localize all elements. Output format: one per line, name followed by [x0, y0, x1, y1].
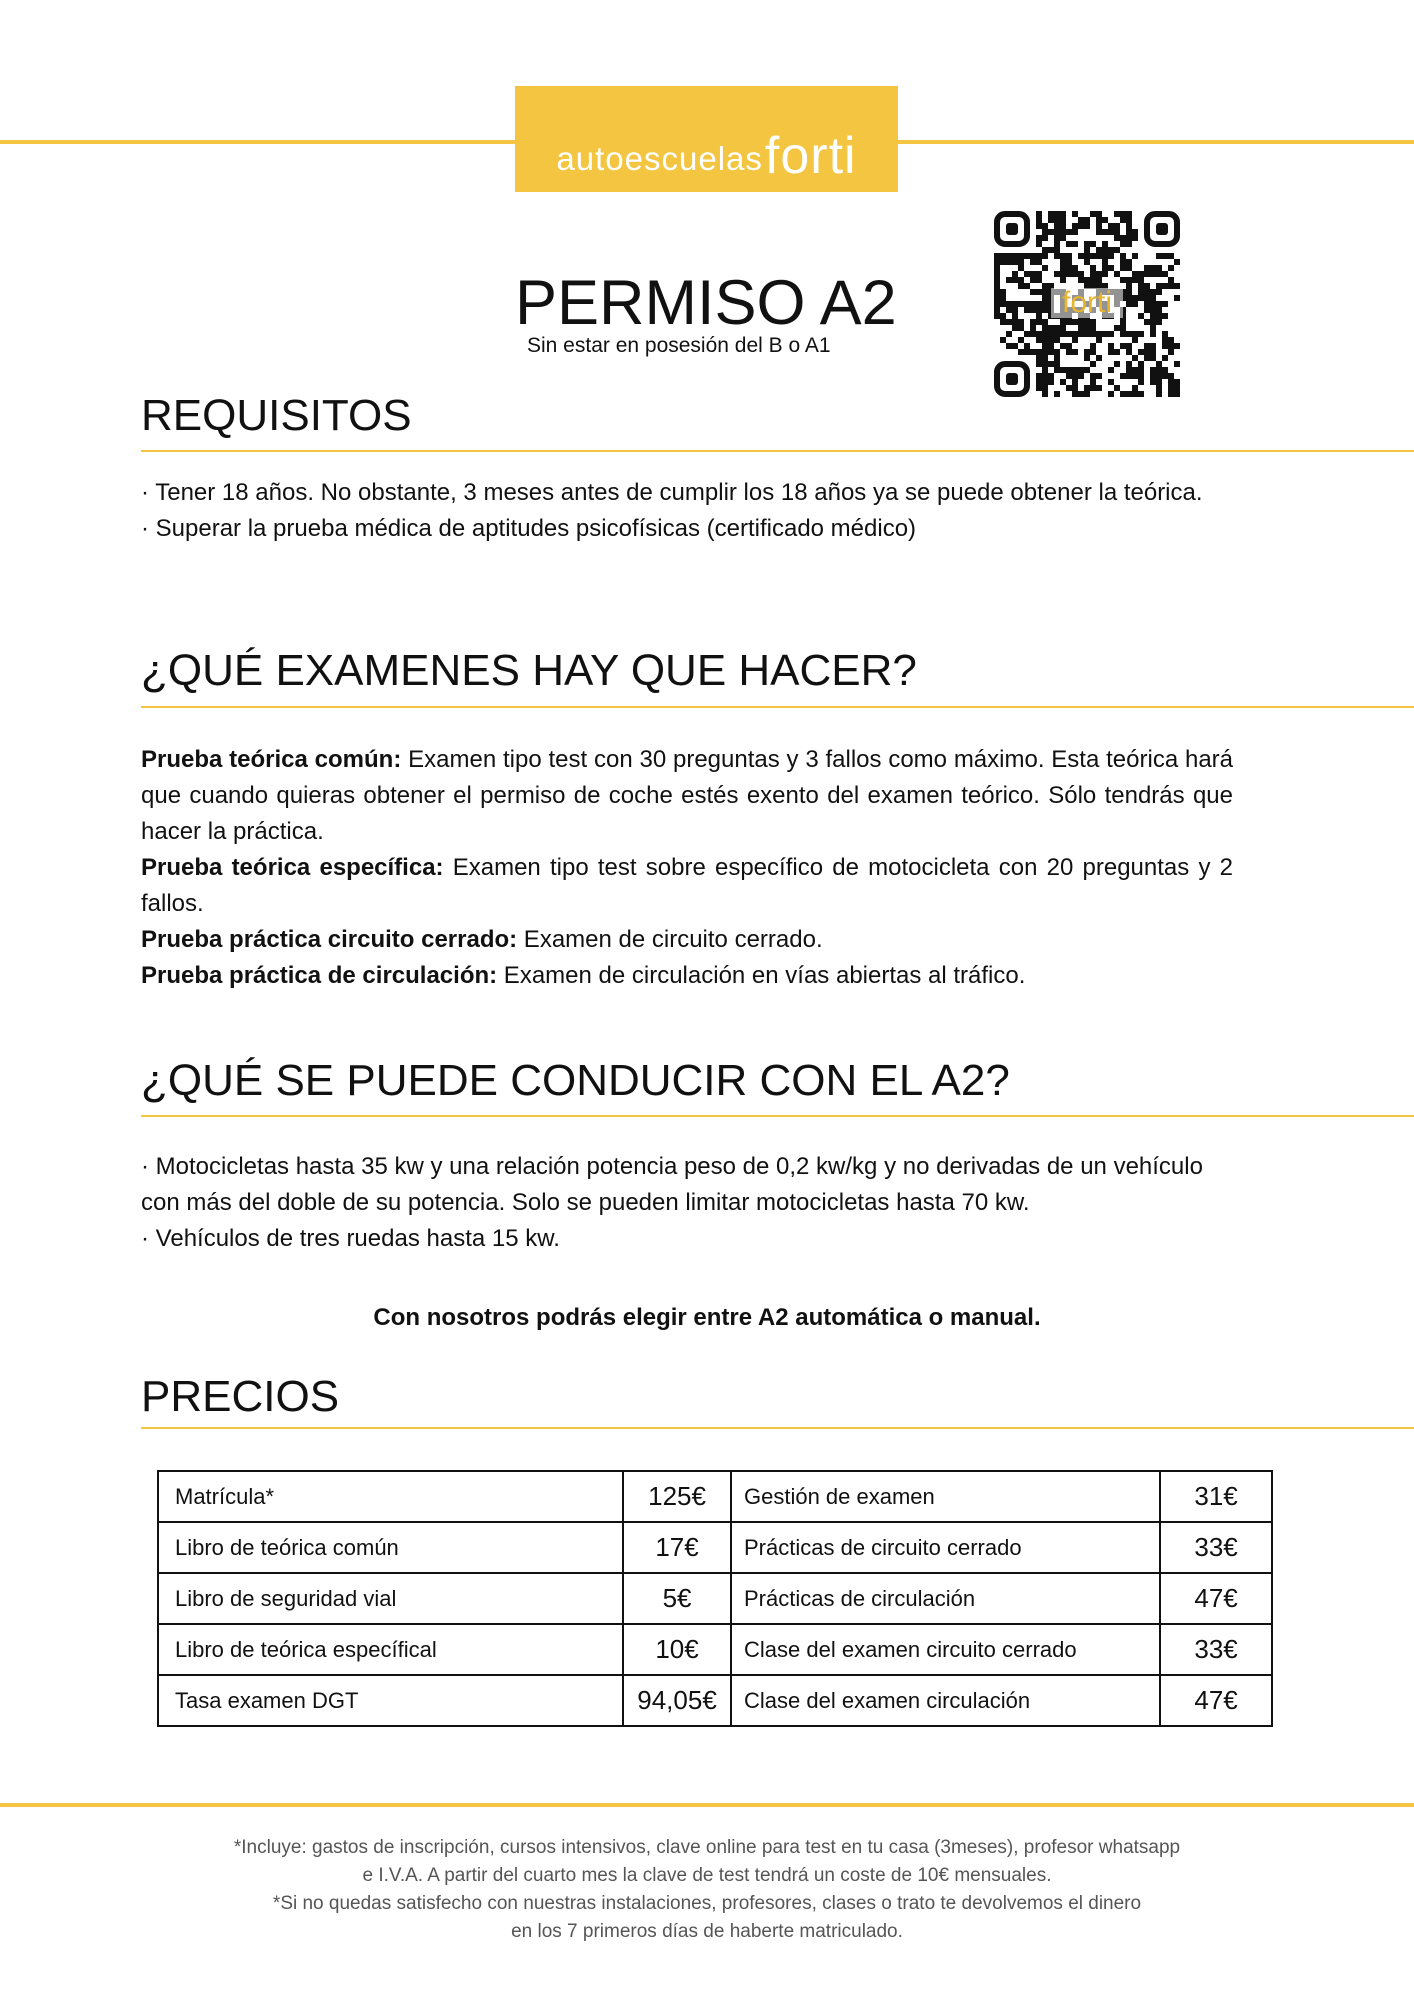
item-text: Examen de circulación en vías abiertas al tráfico.: [497, 962, 1026, 989]
price-label: Prácticas de circulación: [731, 1573, 1160, 1624]
price-label: Clase del examen circulación: [731, 1675, 1160, 1726]
list-item: · Motocicletas hasta 35 kw y una relación potencia peso de 0,2 kw/kg y no derivadas de un vehículo con más del doble de su potencia. Solo se pueden limitar motocicletas hasta 70 kw.: [141, 1153, 1203, 1216]
table-row: [158, 1624, 1272, 1675]
price-value: 33€: [1160, 1624, 1272, 1675]
item-text: Examen tipo test con 30 preguntas y 3 fallos como máximo. Esta teórica hará que cuando quieras obtener el permiso de coche estés exento del examen teórico. Sólo tendrás que hacer la práctica.: [141, 746, 1234, 845]
page-title: PERMISO A2: [515, 268, 897, 338]
examenes-list: [141, 742, 1233, 994]
price-label: Prácticas de circuito cerrado: [731, 1522, 1160, 1573]
list-item: · Vehículos de tres ruedas hasta 15 kw.: [141, 1225, 560, 1252]
table-row: [158, 1522, 1272, 1573]
list-item: [141, 850, 1233, 922]
price-label: Libro de teórica específical: [158, 1624, 623, 1675]
footer-line: *Si no quedas satisfecho con nuestras instalaciones, profesores, clases o trato te devolvemos el dinero: [272, 1893, 1142, 1914]
section-rule: [141, 1115, 1414, 1117]
list-item: [141, 742, 1233, 850]
footer-rule: [0, 1803, 1414, 1807]
table-row: [158, 1675, 1272, 1726]
price-value: 31€: [1160, 1471, 1272, 1522]
price-value: 33€: [1160, 1522, 1272, 1573]
list-item: [141, 922, 1233, 958]
price-label: Libro de teórica común: [158, 1522, 623, 1573]
price-label: Matrícula*: [158, 1471, 623, 1522]
price-value: 125€: [623, 1471, 731, 1522]
section-title-conducir: ¿QUÉ SE PUEDE CONDUCIR CON EL A2?: [141, 1056, 1010, 1105]
conducir-list: [141, 1149, 1233, 1257]
list-item: · Superar la prueba médica de aptitudes psicofísicas (certificado médico): [141, 515, 917, 542]
price-label: Tasa examen DGT: [158, 1675, 623, 1726]
requisitos-list: [141, 475, 1233, 547]
section-title-requisitos: REQUISITOS: [141, 391, 412, 440]
item-label: Prueba teórica específica:: [141, 854, 444, 881]
price-value: 94,05€: [623, 1675, 731, 1726]
list-item: [141, 958, 1233, 994]
item-label: Prueba teórica común:: [141, 746, 402, 773]
page-subtitle: Sin estar en posesión del B o A1: [527, 334, 831, 357]
price-value: 47€: [1160, 1573, 1272, 1624]
footer-line: en los 7 primeros días de haberte matriculado.: [511, 1921, 903, 1942]
table-row: [158, 1573, 1272, 1624]
price-label: Clase del examen circuito cerrado: [731, 1624, 1160, 1675]
table-row: [158, 1471, 1272, 1522]
footer-notes: [150, 1834, 1264, 1946]
transmission-note: Con nosotros podrás elegir entre A2 automática o manual.: [373, 1304, 1041, 1331]
footer-line: e I.V.A. A partir del cuarto mes la clave de test tendrá un coste de 10€ mensuales.: [362, 1865, 1052, 1886]
section-rule: [141, 450, 1414, 452]
list-item: · Tener 18 años. No obstante, 3 meses antes de cumplir los 18 años ya se puede obtener la teórica.: [141, 479, 1203, 506]
section-title-examenes: ¿QUÉ EXAMENES HAY QUE HACER?: [141, 646, 917, 695]
price-value: 47€: [1160, 1675, 1272, 1726]
section-rule: [141, 1427, 1414, 1429]
item-text: Examen tipo test sobre específico de motocicleta con 20 preguntas y 2 fallos.: [141, 854, 1233, 917]
logo-word-autoescuelas: autoescuelas: [556, 140, 763, 177]
price-value: 10€: [623, 1624, 731, 1675]
price-label: Libro de seguridad vial: [158, 1573, 623, 1624]
logo-word-forti: forti: [764, 127, 857, 185]
brand-logo: [515, 86, 898, 192]
section-rule: [141, 706, 1414, 708]
section-title-precios: PRECIOS: [141, 1372, 340, 1421]
price-label: Gestión de examen: [731, 1471, 1160, 1522]
qr-logo-text: forti: [1061, 286, 1113, 319]
item-text: Examen de circuito cerrado.: [517, 926, 823, 953]
item-label: Prueba práctica de circulación:: [141, 962, 498, 989]
price-value: 5€: [623, 1573, 731, 1624]
footer-line: *Incluye: gastos de inscripción, cursos intensivos, clave online para test en tu casa (3meses), profesor whatsapp: [233, 1837, 1181, 1858]
qr-code-icon: [993, 210, 1181, 398]
price-table: [157, 1470, 1273, 1727]
price-value: 17€: [623, 1522, 731, 1573]
item-label: Prueba práctica circuito cerrado:: [141, 926, 518, 953]
